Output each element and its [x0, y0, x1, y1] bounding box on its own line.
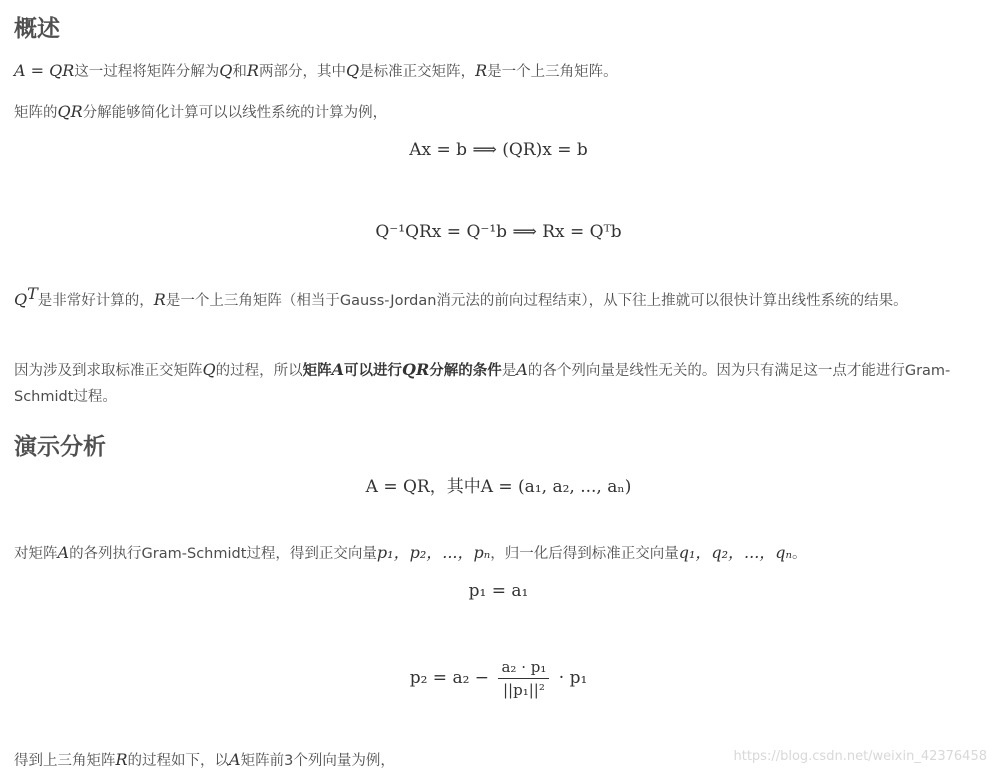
text: 两部分，其中 — [258, 64, 346, 80]
text: 是非常好计算的， — [37, 293, 154, 309]
math-inline: p₁，p₂，...，pₙ — [376, 543, 491, 562]
equation-2: Q⁻¹QRx = Q⁻¹b ⟹ Rx = Qᵀb — [375, 222, 622, 242]
equation-1: Ax = b ⟹ (QR)x = b — [409, 140, 588, 160]
text: 是一个上三角矩阵（相当于Gauss-Jordan消元法的前向过程结束），从下往上推就可以很快计算出线性系统的结果。 — [165, 293, 908, 309]
paragraph-gram-schmidt — [14, 540, 979, 567]
math-inline: Q — [14, 290, 28, 309]
text: 这一过程将矩阵分解为 — [74, 64, 220, 80]
math-inline: Q — [219, 61, 233, 80]
math-inline: Q — [345, 61, 360, 80]
math-inline: A — [57, 543, 70, 562]
math-display: A = QR， — [365, 477, 447, 497]
text: 可以进行 — [344, 363, 403, 379]
math-inline: A = QR — [14, 61, 75, 80]
watermark: https://blog.csdn.net/weixin_42376458 — [733, 749, 987, 764]
text: 分解的条件 — [429, 363, 502, 379]
math-display: p₂ = a₂ − — [409, 668, 490, 688]
text: 的过程如下，以 — [127, 753, 230, 769]
text: 因为涉及到求取标准正交矩阵 — [14, 363, 203, 379]
math-display: · p₁ — [558, 668, 588, 688]
text: 矩阵的 — [14, 105, 58, 121]
math-display: A = (a₁, a₂, ..., aₙ) — [480, 477, 632, 497]
math-inline: q₁，q₂，...，qₙ — [678, 543, 793, 562]
math-inline: A — [331, 360, 345, 379]
text: 。 — [792, 546, 807, 562]
text: 得到上三角矩阵 — [14, 753, 116, 769]
bold-condition — [302, 360, 502, 379]
math-inline: QR — [402, 360, 430, 379]
paragraph-qr-simplify — [14, 99, 979, 126]
fraction — [498, 658, 549, 699]
text: 的各列执行Gram-Schmidt过程，得到正交向量 — [69, 546, 377, 562]
text: 的过程，所以 — [215, 363, 303, 379]
math-inline: QR — [57, 102, 83, 121]
text: 分解能够简化计算可以以线性系统的计算为例， — [82, 105, 388, 121]
math-inline: R — [115, 750, 128, 769]
math-inline: R — [246, 61, 259, 80]
text: 其中 — [446, 477, 481, 497]
math-inline: R — [475, 61, 488, 80]
fraction-numerator: a₂ · p₁ — [498, 658, 549, 679]
equation-3 — [0, 472, 997, 497]
math-inline: R — [153, 290, 166, 309]
math-inline: Q — [202, 360, 216, 379]
paragraph-qt-easy — [14, 284, 979, 314]
equation-4: p₁ = a₁ — [468, 581, 529, 601]
paragraph-intro — [14, 58, 979, 85]
section-title-overview: 概述 — [14, 16, 60, 42]
math-inline: A — [516, 360, 528, 379]
paragraph-qr-condition — [14, 357, 979, 410]
math-inline: A — [229, 750, 241, 769]
text: 是标准正交矩阵， — [359, 64, 476, 80]
text: ，归一化后得到标准正交向量 — [490, 546, 679, 562]
text: 矩阵前3个列向量为例， — [240, 753, 395, 769]
text: 是一个上三角矩阵。 — [487, 64, 618, 80]
math-superscript: T — [27, 284, 38, 304]
text: 的各个列向量是线性无关的。因为只有满足这一点才能进行Gram-Schmidt过程。 — [14, 363, 951, 405]
text: 矩阵 — [302, 363, 332, 379]
fraction-denominator: ||p₁||² — [502, 681, 545, 699]
text: 是 — [501, 363, 517, 379]
text: 和 — [232, 64, 247, 80]
text: 对矩阵 — [14, 546, 58, 562]
equation-5 — [0, 658, 997, 699]
section-title-demo: 演示分析 — [14, 434, 106, 460]
